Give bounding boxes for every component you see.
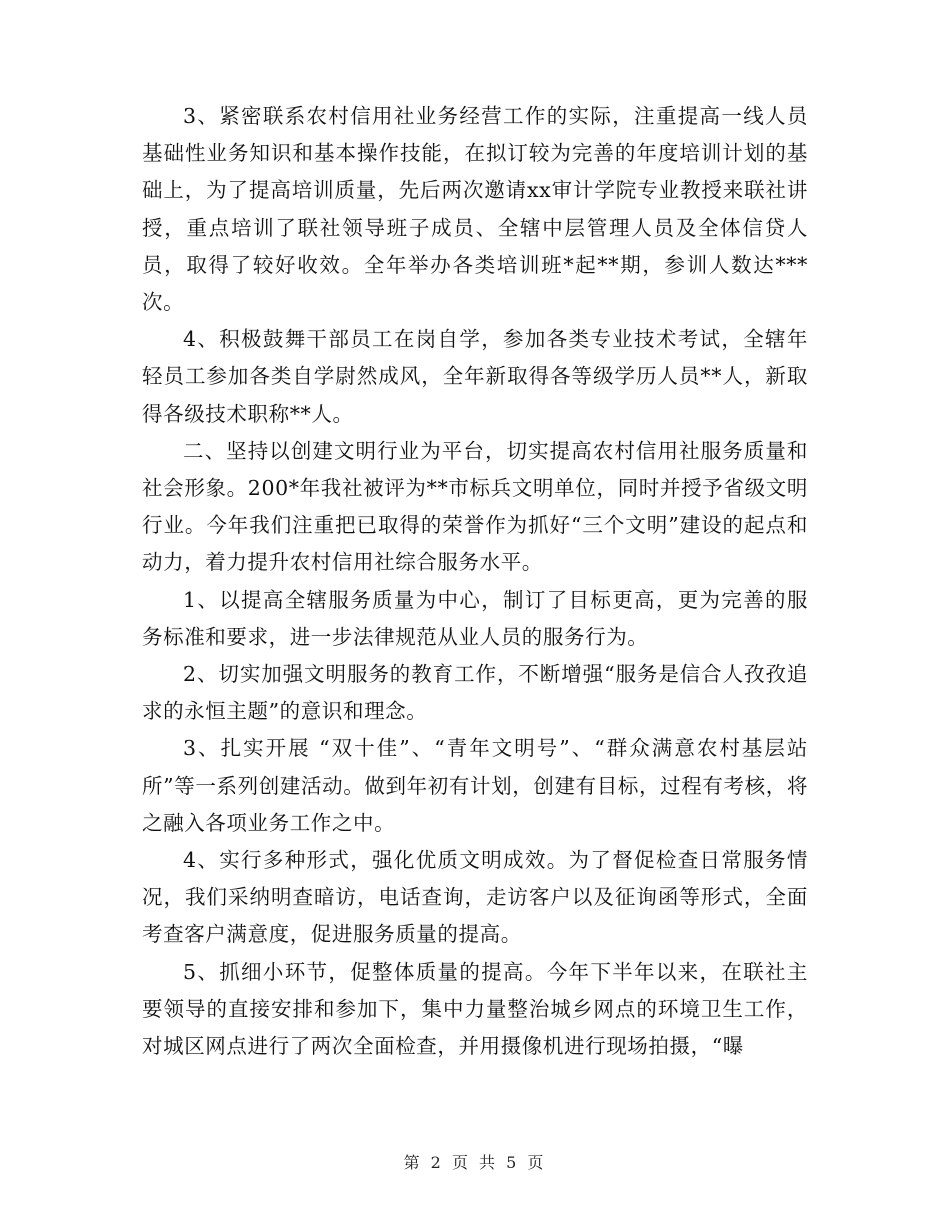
paragraph-self-study-4: 4、积极鼓舞干部员工在岗自学，参加各类专业技术考试，全辖年轻员工参加各类自学尉然成风，全年新取得各等级学历人员**人，新取得各级技术职称**人。 [142, 327, 808, 426]
paragraph-section-two: 二、坚持以创建文明行业为平台，切实提高农村信用社服务质量和社会形象。200*年我社被评为**市标兵文明单位，同时并授予省级文明行业。今年我们注重把已取得的荣誉作为抓好“三个文明”建设的起点和动力，着力提升农村信用社综合服务水平。 [142, 438, 808, 575]
paragraph-details-5: 5、抓细小环节，促整体质量的提高。今年下半年以来，在联社主要领导的直接安排和参加下，集中力量整治城乡网点的环境卫生工作，对城区网点进行了两次全面检查，并用摄像机进行现场拍摄，“曝 [142, 959, 808, 1059]
document-body [142, 98, 808, 1065]
paragraph-training-3: 3、紧密联系农村信用社业务经营工作的实际，注重提高一线人员基础性业务知识和基本操作技能，在拟订较为完善的年度培训计划的基础上，为了提高培训质量，先后两次邀请xx审计学院专业教授来联社讲授，重点培训了联社领导班子成员、全辖中层管理人员及全体信贷人员，取得了较好收效。全年举办各类培训班*起**期，参训人数达***次。 [142, 104, 808, 315]
paragraph-inspection-4: 4、实行多种形式，强化优质文明成效。为了督促检查日常服务情况，我们采纳明查暗访，电话查询，走访客户以及征询函等形式，全面考查客户满意度，促进服务质量的提高。 [142, 848, 808, 947]
page-number-footer: 第 2 页 共 5 页 [403, 1153, 547, 1172]
paragraph-service-education-2: 2、切实加强文明服务的教育工作，不断增强“服务是信合人孜孜追求的永恒主题”的意识和理念。 [142, 662, 808, 724]
paragraph-activities-3: 3、扎实开展 “双十佳”、“青年文明号”、“群众满意农村基层站所”等一系列创建活动。做到年初有计划，创建有目标，过程有考核，将之融入各项业务工作之中。 [142, 736, 808, 835]
paragraph-service-quality-1: 1、以提高全辖服务质量为中心，制订了目标更高，更为完善的服务标准和要求，进一步法律规范从业人员的服务行为。 [142, 587, 808, 649]
